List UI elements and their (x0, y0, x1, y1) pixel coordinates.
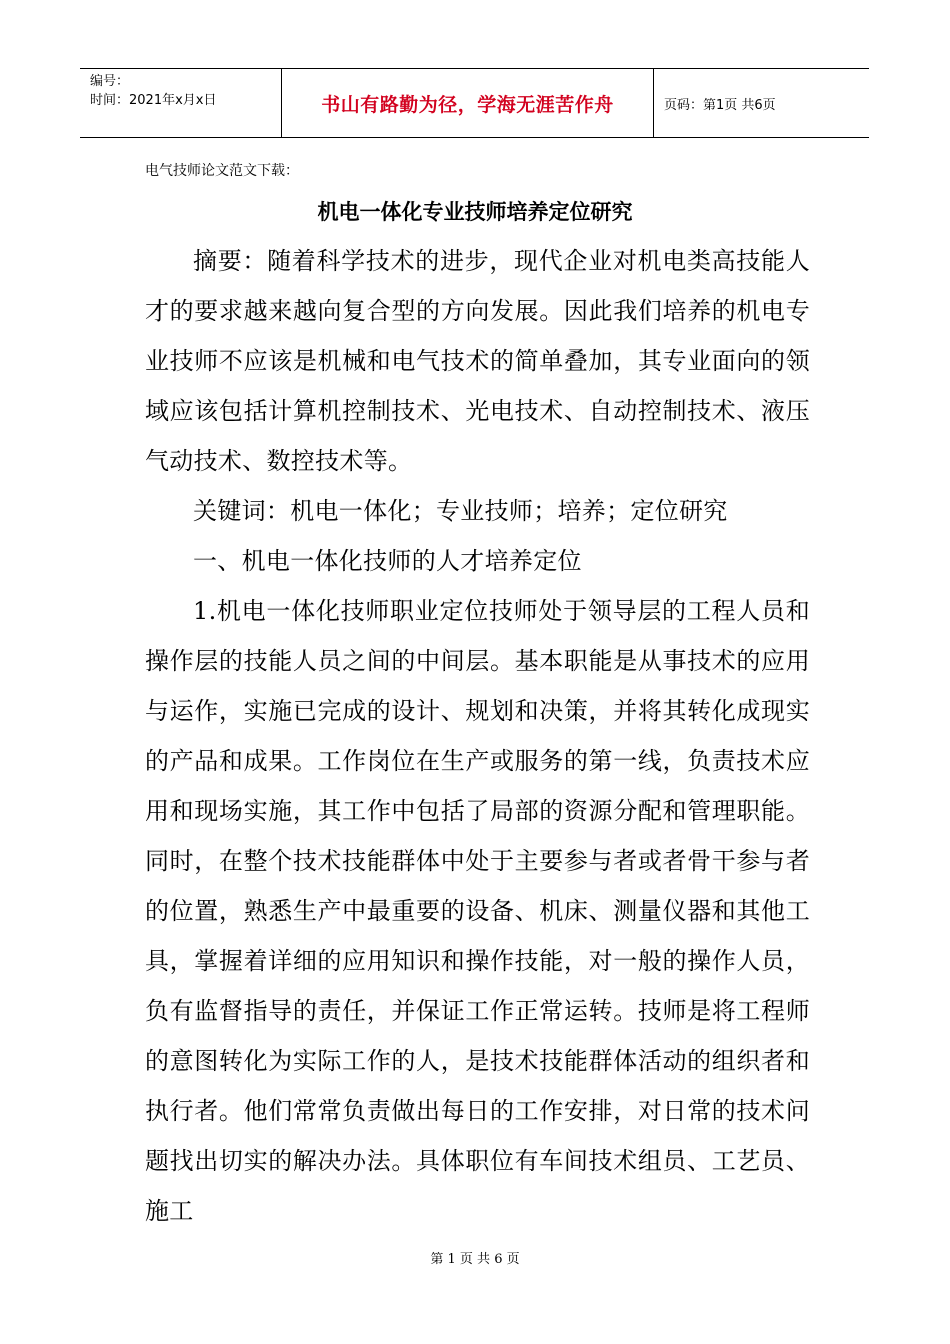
page-footer: 第 1 页 共 6 页 (430, 1252, 520, 1267)
document-body (145, 236, 810, 1236)
header-motto-cell (281, 69, 654, 137)
section-heading: 一、机电一体化技师的人才培养定位 (193, 547, 582, 575)
header-page-info: 页码：第1页 共6页 (664, 97, 776, 113)
header-info-cell (80, 69, 281, 137)
document-date-label: 时间：2021年x月x日 (90, 93, 217, 108)
document-number-label: 编号： (90, 74, 130, 89)
page-header (80, 68, 869, 138)
abstract-paragraph: 摘要：随着科学技术的进步，现代企业对机电类高技能人才的要求越来越向复合型的方向发展。因此我们培养的机电专业技师不应该是机械和电气技术的简单叠加，其专业面向的领域应该包括计算机控制技术、光电技术、自动控制技术、液压气动技术、数控技术等。 (145, 247, 810, 475)
body-paragraph: 1.机电一体化技师职业定位技师处于领导层的工程人员和操作层的技能人员之间的中间层。基本职能是从事技术的应用与运作，实施已完成的设计、规划和决策，并将其转化成现实的产品和成果。工作岗位在生产或服务的第一线，负责技术应用和现场实施，其工作中包括了局部的资源分配和管理职能。同时，在整个技术技能群体中处于主要参与者或者骨干参与者的位置，熟悉生产中最重要的设备、机床、测量仪器和其他工具，掌握着详细的应用知识和操作技能，对一般的操作人员，负有监督指导的责任，并保证工作正常运转。技师是将工程师的意图转化为实际工作的人，是技术技能群体活动的组织者和执行者。他们常常负责做出每日的工作安排，对日常的技术问题找出切实的解决办法。具体职位有车间技术组员、工艺员、施工 (145, 597, 810, 1225)
header-page-cell (654, 69, 869, 137)
document-title: 机电一体化专业技师培养定位研究 (317, 200, 633, 224)
download-caption: 电气技师论文范文下载： (145, 163, 299, 179)
keywords-paragraph: 关键词：机电一体化；专业技师；培养；定位研究 (193, 497, 728, 525)
header-motto: 书山有路勤为径，学海无涯苦作舟 (321, 93, 614, 116)
